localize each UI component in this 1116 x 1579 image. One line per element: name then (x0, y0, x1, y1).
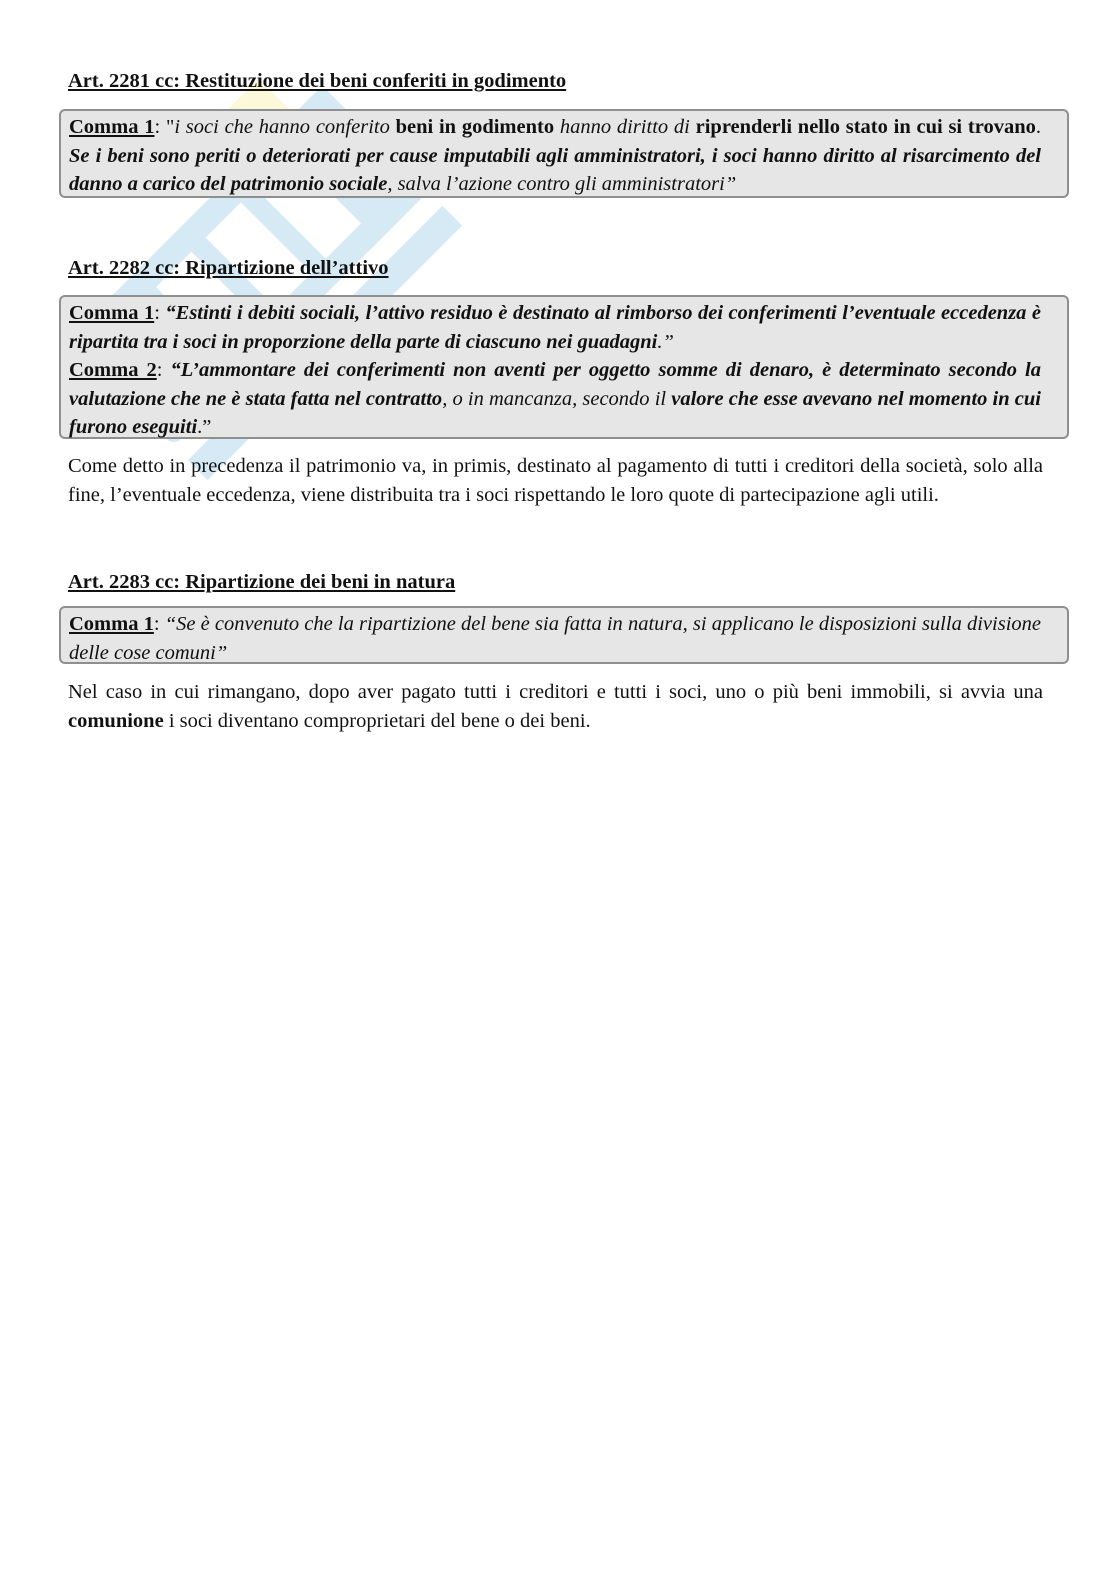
comma-paragraph (69, 610, 1041, 667)
quote-emphasis: “L’ammontare dei conferimenti non aventi per oggetto somme di denaro, è determinato secondo la valutazione che ne è stata fatta nel contratto (69, 359, 1041, 410)
comma-label: Comma 1 (69, 302, 155, 324)
article-quote-box (59, 606, 1069, 664)
quote-text: .” (657, 330, 674, 353)
article-quote-box (59, 109, 1069, 198)
quote-text: " (165, 116, 175, 138)
body-paragraph: Come detto in precedenza il patrimonio va, in primis, destinato al pagamento di tutti i creditori della società, solo alla fine, l’eventuale eccedenza, viene distribuita tra i soci rispettando le loro quote di partecipazione agli utili. (68, 455, 1043, 506)
quote-emphasis: riprenderli nello stato in cui si trovano (695, 116, 1036, 138)
comma-paragraph (69, 113, 1041, 199)
quote-text: .” (197, 416, 212, 439)
quote-emphasis: beni in godimento (395, 116, 555, 138)
quote-emphasis: “Estinti i debiti sociali, l’attivo residuo è destinato al rimborso dei conferimenti l’eventuale eccedenza è ripartita tra i soci in proporzione della parte di ciascuno nei guadagni (69, 302, 1042, 353)
comma-separator: : (154, 302, 166, 324)
article-heading: Art. 2281 cc: Restituzione dei beni conferiti in godimento (68, 70, 567, 92)
comma-separator: : (156, 359, 171, 382)
comma-label: Comma 1 (69, 116, 155, 138)
body-text: Nel caso in cui rimangano, dopo aver pagato tutti i creditori e tutti i soci, uno o più beni immobili, si avvia una (68, 681, 1043, 703)
quote-emphasis: Se i beni sono periti o deteriorati per cause imputabili agli amministratori, i soci hanno diritto al risarcimento del danno a carico del patrimonio sociale (69, 144, 1041, 196)
article-heading: Art. 2283 cc: Ripartizione dei beni in natura (68, 571, 456, 593)
article-heading: Art. 2282 cc: Ripartizione dell’attivo (68, 257, 389, 279)
body-text: i soci diventano comproprietari del bene o dei beni. (163, 709, 591, 732)
quote-emphasis: valore che esse avevano nel momento in cui furono eseguiti (69, 387, 1041, 439)
quote-text: . (1035, 116, 1041, 138)
quote-text: i soci che hanno conferito (174, 116, 396, 138)
quote-text: hanno diritto di (554, 116, 696, 138)
body-paragraph (68, 678, 1043, 735)
quote-text: , o in mancanza, secondo il (442, 387, 672, 410)
article-quote-box (59, 295, 1069, 439)
comma-label: Comma 1 (69, 613, 154, 635)
body-emphasis: comunione (68, 709, 164, 732)
comma-paragraph (69, 299, 1041, 356)
comma-label: Comma 2 (69, 359, 157, 382)
comma-paragraph (69, 356, 1041, 442)
quote-text: , salva l’azione contro gli amministratori” (387, 173, 737, 196)
comma-separator: : (153, 613, 165, 635)
comma-separator: : (154, 116, 166, 138)
quote-text: “Se è convenuto che la ripartizione del bene sia fatta in natura, si applicano le disposizioni sulla divisione delle cose comuni” (69, 613, 1041, 664)
